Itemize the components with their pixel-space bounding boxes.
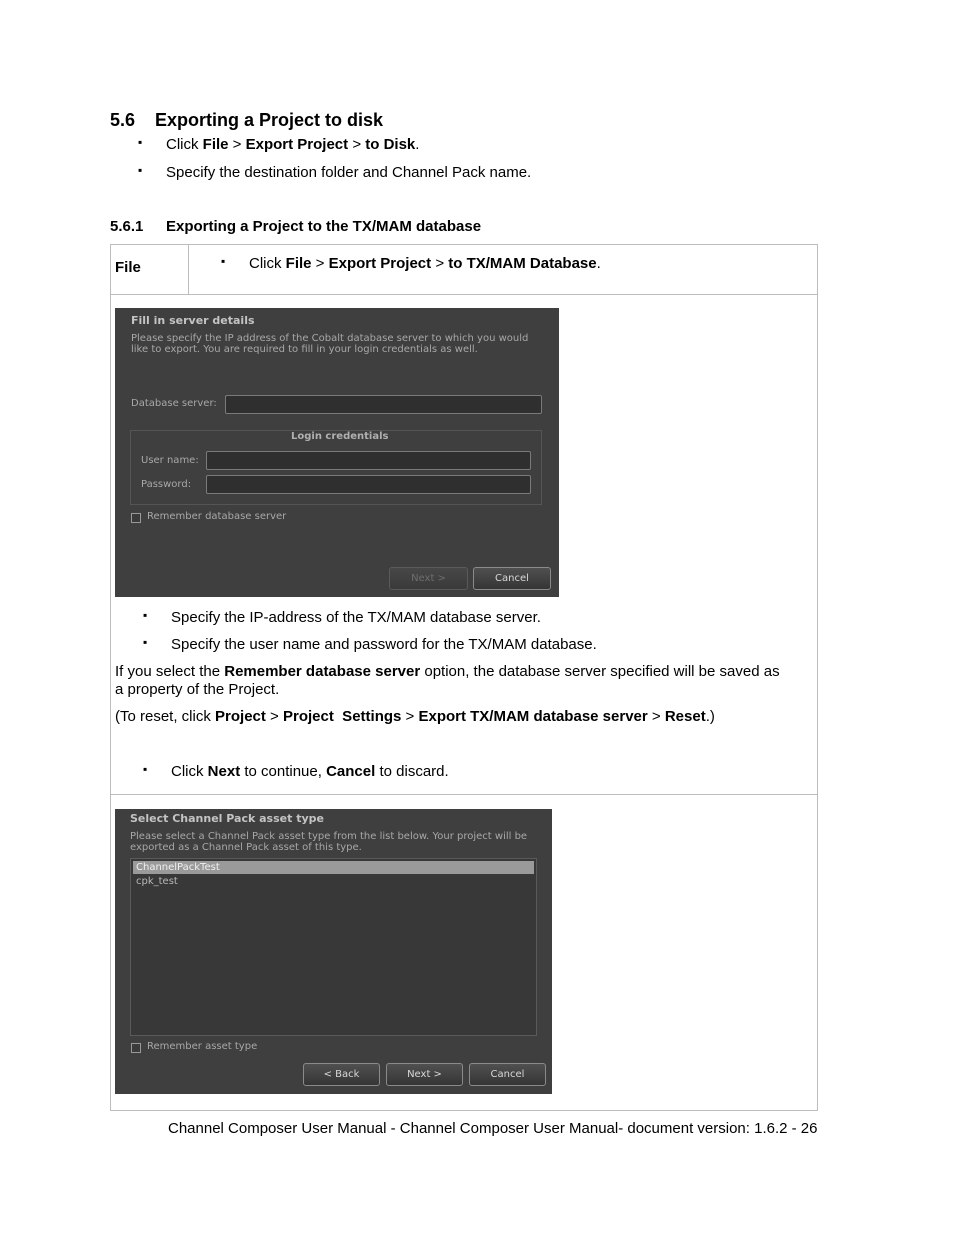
- database-server-input[interactable]: [225, 395, 542, 414]
- database-server-label: Database server:: [131, 398, 217, 409]
- remember-server-checkbox[interactable]: [131, 513, 141, 523]
- subsection-title: Exporting a Project to the TX/MAM database: [166, 218, 482, 235]
- remember-paragraph: If you select the Remember database server option, the database server specified will be saved as a property of the Project.: [115, 663, 780, 698]
- reset-paragraph: (To reset, click Project > Project Settings > Export TX/MAM database server > Reset.): [115, 708, 715, 725]
- server-details-dialog: [115, 308, 559, 597]
- dialog-title: Fill in server details: [131, 314, 255, 327]
- user-name-label: User name:: [141, 455, 199, 466]
- list-item[interactable]: cpk_test: [136, 876, 178, 887]
- password-label: Password:: [141, 479, 192, 490]
- instruction-table: File ▪ Click File > Export Project > to TX/MAM Database. Fill in server details Please specify the IP address of the Cobalt database server to which you would like to export. You are required to fill in your login credentials as well. Database server: Login credentials User name: Password: Remember database server Next > Cancel ▪ Specify the IP-address of the TX/MAM database server. ▪ Specify the user name and password for the TX/MAM database. If you select the Remember database server option, the database server specified will be saved as a property of the Project. (To reset, click Project > Project Settings > Export TX/MAM database server > Reset.) ▪ Click Next to continue, Cancel to discard. Select Channel Pack asset type Please select a Channel Pack asset type from the list below. Your project will be exported as a Channel Pack asset of this type. ChannelPackTest cpk_test Remember asset type < Back Next > Cancel: [110, 244, 818, 1111]
- bullet-marker: ▪: [143, 762, 148, 776]
- dialog-description: Please select a Channel Pack asset type from the list below. Your project will be exported as a Channel Pack asset of this type.: [130, 831, 528, 853]
- menu-export-project: Export Project: [245, 136, 349, 153]
- asset-type-list[interactable]: [130, 858, 537, 1036]
- table-row-divider: [111, 794, 817, 795]
- asset-type-dialog: [115, 809, 552, 1094]
- bullet-marker: ▪: [143, 635, 148, 649]
- bullet-marker: ▪: [138, 163, 143, 177]
- dialog-description: Please specify the IP address of the Cobalt database server to which you would like to export. You are required to fill in your login credentials as well.: [131, 333, 529, 355]
- remember-asset-label: Remember asset type: [147, 1041, 258, 1052]
- menu-file: File: [202, 136, 229, 153]
- bullet-marker: ▪: [138, 135, 143, 149]
- table-header-label: File: [115, 259, 141, 276]
- bullet-marker: ▪: [143, 608, 148, 622]
- remember-asset-checkbox[interactable]: [131, 1043, 141, 1053]
- menu-to-disk: to Disk: [365, 136, 416, 153]
- login-credentials-title: Login credentials: [291, 431, 389, 442]
- list-item[interactable]: ChannelPackTest: [133, 861, 534, 874]
- table-header-row: File ▪ Click File > Export Project > to TX/MAM Database.: [111, 245, 817, 295]
- login-credentials-group: [130, 430, 542, 505]
- back-button[interactable]: < Back: [303, 1063, 380, 1086]
- next-button[interactable]: Next >: [386, 1063, 463, 1086]
- section-number: 5.6: [110, 110, 136, 130]
- next-button[interactable]: Next >: [389, 567, 468, 590]
- page-footer: Channel Composer User Manual - Channel Composer User Manual- document version: 1.6.2 - 26: [168, 1120, 818, 1137]
- table-header-label-cell: [111, 245, 189, 294]
- section-title: Exporting a Project to disk: [155, 110, 384, 130]
- user-name-input[interactable]: [206, 451, 531, 470]
- subsection-number: 5.6.1: [110, 218, 144, 235]
- cancel-button[interactable]: Cancel: [469, 1063, 546, 1086]
- cancel-button[interactable]: Cancel: [473, 567, 551, 590]
- dialog-title: Select Channel Pack asset type: [130, 812, 324, 825]
- section-heading: [110, 110, 383, 131]
- subsection-heading: [110, 218, 481, 235]
- password-input[interactable]: [206, 475, 531, 494]
- bullet-marker: ▪: [221, 254, 226, 268]
- remember-server-label: Remember database server: [147, 511, 287, 522]
